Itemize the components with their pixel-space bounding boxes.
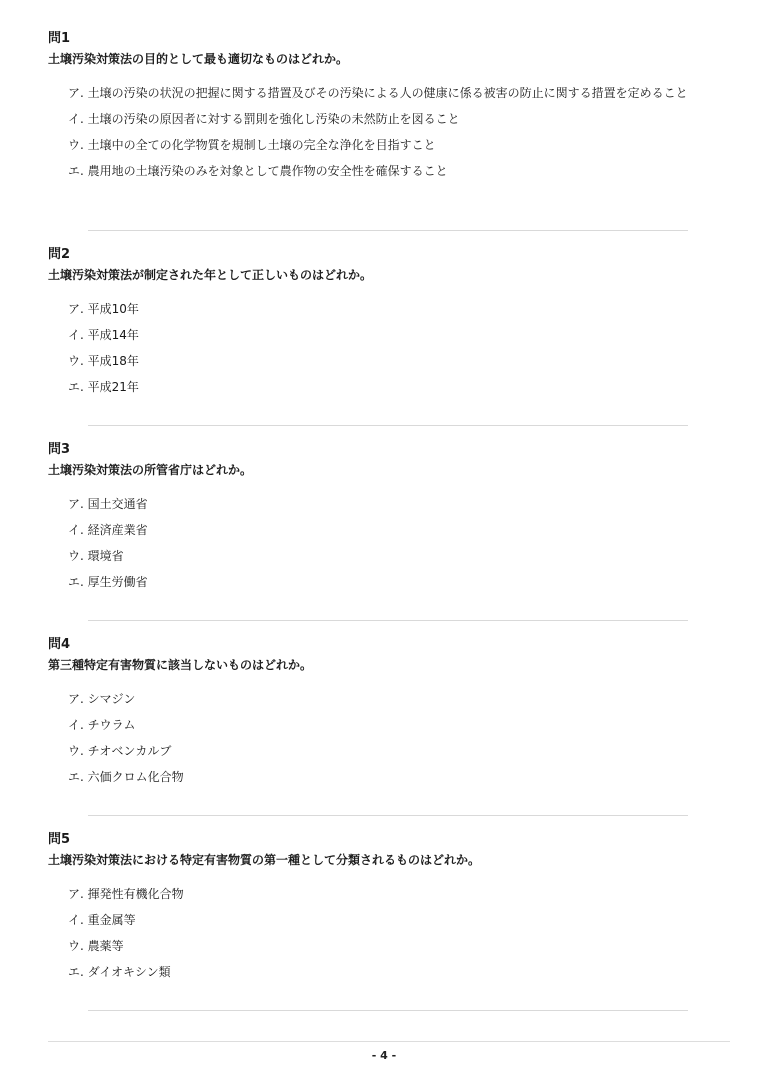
choice-text: 平成10年 [87,302,139,316]
question-number: 問4 [48,637,71,652]
question-text: 土壌汚染対策法の目的として最も適切なものはどれか。 [48,52,349,66]
choice-text: 平成14年 [87,328,139,342]
question-number: 問1 [48,31,71,46]
choice-label: エ. [68,575,84,589]
choice-label: エ. [68,770,84,784]
choice-text: チオベンカルブ [87,744,172,758]
choice-a [48,300,728,318]
section-divider [88,815,688,816]
choice-e [48,378,728,396]
choice-list [48,885,728,981]
question-number: 問3 [48,442,71,457]
choice-a [48,84,728,102]
question-number: 問2 [48,247,71,262]
choice-e [48,162,728,180]
choice-i [48,911,728,929]
choice-text: 環境省 [87,549,124,563]
choice-text: 土壌中の全ての化学物質を規制し土壌の完全な浄化を目指すこと [87,138,436,152]
choice-text: 揮発性有機化合物 [87,887,184,901]
page-number: - 4 - [371,1049,397,1062]
choice-list [48,495,728,591]
choice-label: ア. [68,302,84,316]
question-3 [48,441,728,599]
choice-text: 平成21年 [87,380,139,394]
choice-a [48,885,728,903]
choice-text: 平成18年 [87,354,139,368]
choice-i [48,521,728,539]
question-4 [48,636,728,794]
choice-text: 土壌の汚染の原因者に対する罰則を強化し汚染の未然防止を図ること [87,112,460,126]
choice-text: 経済産業省 [87,523,148,537]
choice-label: ウ. [68,744,84,758]
question-2 [48,246,728,404]
choice-label: イ. [68,718,84,732]
choice-list [48,84,728,180]
choice-text: 国土交通省 [87,497,148,511]
question-5 [48,831,728,989]
choice-text: 農用地の土壌汚染のみを対象として農作物の安全性を確保すること [87,164,448,178]
choice-label: ア. [68,497,84,511]
question-text: 土壌汚染対策法が制定された年として正しいものはどれか。 [48,268,373,282]
choice-e [48,768,728,786]
choice-label: イ. [68,523,84,537]
footer-rule [48,1041,730,1042]
section-divider [88,425,688,426]
choice-u [48,742,728,760]
choice-label: ア. [68,692,84,706]
section-divider [88,230,688,231]
choice-i [48,326,728,344]
choice-text: ダイオキシン類 [87,965,171,979]
choice-text: 農薬等 [87,939,124,953]
question-1 [48,30,728,188]
choice-label: ア. [68,887,84,901]
choice-label: ウ. [68,138,84,152]
choice-label: エ. [68,380,84,394]
choice-label: ウ. [68,939,84,953]
choice-text: 重金属等 [87,913,136,927]
choice-text: 土壌の汚染の状況の把握に関する措置及びその汚染による人の健康に係る被害の防止に関する措置を定めること [87,86,688,100]
section-divider [88,620,688,621]
section-divider [88,1010,688,1011]
choice-list [48,690,728,786]
choice-a [48,495,728,513]
choice-text: チウラム [87,718,136,732]
choice-u [48,937,728,955]
choice-label: ア. [68,86,84,100]
choice-text: 厚生労働省 [87,575,148,589]
question-number: 問5 [48,832,71,847]
choice-text: シマジン [87,692,136,706]
choice-label: エ. [68,965,84,979]
choice-label: イ. [68,328,84,342]
choice-u [48,547,728,565]
question-text: 第三種特定有害物質に該当しないものはどれか。 [48,658,313,672]
choice-a [48,690,728,708]
question-text: 土壌汚染対策法の所管省庁はどれか。 [48,463,253,477]
question-text: 土壌汚染対策法における特定有害物質の第一種として分類されるものはどれか。 [48,853,481,867]
choice-label: イ. [68,913,84,927]
choice-e [48,963,728,981]
choice-label: イ. [68,112,84,126]
choice-i [48,110,728,128]
choice-u [48,136,728,154]
choice-i [48,716,728,734]
choice-label: ウ. [68,549,84,563]
choice-label: ウ. [68,354,84,368]
choice-u [48,352,728,370]
choice-label: エ. [68,164,84,178]
choice-e [48,573,728,591]
choice-list [48,300,728,396]
choice-text: 六価クロム化合物 [87,770,184,784]
